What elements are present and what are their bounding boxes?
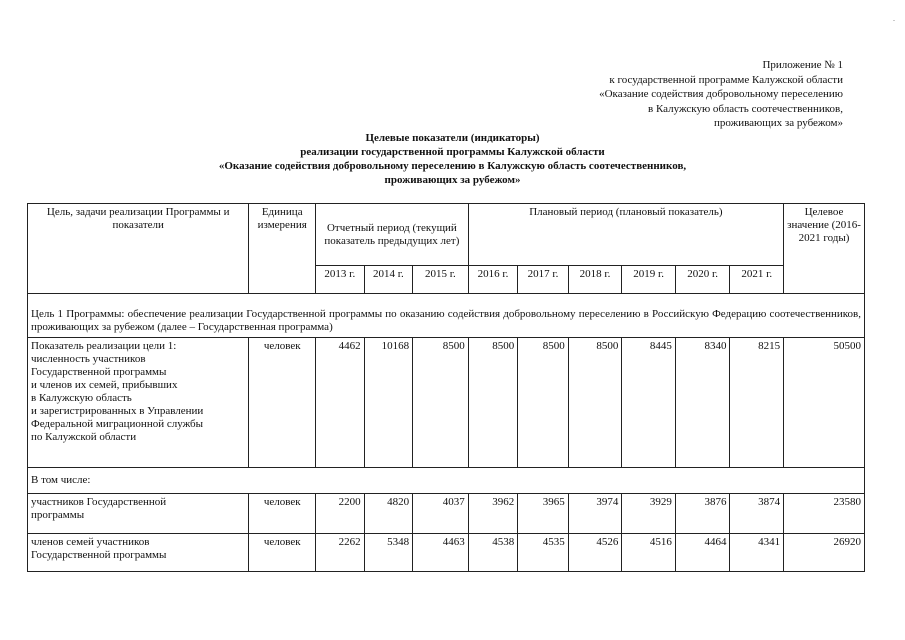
value-cell: 8445	[622, 338, 676, 468]
spacer-row	[28, 294, 865, 306]
including-row	[28, 468, 865, 494]
indicators-table	[27, 203, 865, 572]
indicator-row	[28, 338, 865, 468]
value-cell: 10168	[364, 338, 413, 468]
label-line: в Калужскую область	[31, 392, 132, 404]
label-line: Федеральной миграционной службы	[31, 418, 204, 430]
value-cell: 4341	[730, 534, 784, 572]
label-line: численность участников	[31, 353, 146, 365]
value-cell: 8500	[568, 338, 622, 468]
header-reporting-period: Отчетный период (текущий показатель предыдущих лет)	[316, 204, 469, 266]
unit-cell: человек	[249, 338, 316, 468]
title-line: проживающих за рубежом»	[384, 174, 521, 186]
annex-line: проживающих за рубежом»	[714, 117, 843, 129]
value-cell: 3929	[622, 494, 676, 534]
target-cell: 23580	[784, 494, 865, 534]
header-planned-period: Плановый период (плановый показатель)	[468, 204, 783, 266]
value-cell: 3962	[468, 494, 518, 534]
label-line: членов семей участников	[31, 536, 150, 548]
corner-speck: .	[893, 14, 895, 23]
title-line: «Оказание содействия добровольному переселению в Калужскую область соотечественников,	[218, 160, 687, 172]
value-cell: 8215	[730, 338, 784, 468]
participants-row	[28, 494, 865, 534]
participants-label	[28, 494, 249, 534]
value-cell: 4463	[413, 534, 469, 572]
annex-line: «Оказание содействия добровольному переселению	[599, 88, 843, 100]
value-cell: 4526	[568, 534, 622, 572]
value-cell: 4538	[468, 534, 518, 572]
value-cell: 3974	[568, 494, 622, 534]
year-header: 2013 г.	[316, 266, 365, 294]
value-cell: 2200	[316, 494, 365, 534]
year-header: 2021 г.	[730, 266, 784, 294]
value-cell: 8500	[413, 338, 469, 468]
year-header: 2017 г.	[518, 266, 569, 294]
annex-block	[599, 58, 843, 131]
year-header: 2014 г.	[364, 266, 413, 294]
indicator-label	[28, 338, 249, 468]
annex-line: к государственной программе Калужской области	[609, 73, 843, 86]
title-line: реализации государственной программы Калужской области	[300, 146, 605, 158]
year-header: 2020 г.	[675, 266, 730, 294]
label-line: и зарегистрированных в Управлении	[31, 405, 204, 417]
goal-row	[28, 306, 865, 338]
header-target: Целевое значение (2016-2021 годы)	[784, 204, 865, 294]
label-line: Государственной программы	[31, 549, 167, 561]
goal-text: Цель 1 Программы: обеспечение реализации Государственной программы по оказанию содействия добровольному переселению в Российскую Федерацию соотечественников, проживающих за рубежом (далее – Государственная программа)	[28, 306, 865, 338]
families-row	[28, 534, 865, 572]
page-title	[0, 131, 905, 187]
year-header: 2019 г.	[622, 266, 676, 294]
including-label: В том числе:	[28, 468, 865, 494]
unit-cell: человек	[249, 534, 316, 572]
families-label	[28, 534, 249, 572]
value-cell: 5348	[364, 534, 413, 572]
year-header: 2016 г.	[468, 266, 518, 294]
value-cell: 4462	[316, 338, 365, 468]
value-cell: 3965	[518, 494, 569, 534]
target-cell: 26920	[784, 534, 865, 572]
value-cell: 8500	[518, 338, 569, 468]
value-cell: 3876	[675, 494, 730, 534]
unit-cell: человек	[249, 494, 316, 534]
title-line: Целевые показатели (индикаторы)	[365, 132, 540, 144]
annex-line: Приложение № 1	[762, 59, 843, 71]
label-line: Показатель реализации цели 1:	[31, 340, 177, 352]
header-row	[28, 204, 865, 266]
value-cell: 8340	[675, 338, 730, 468]
value-cell: 4037	[413, 494, 469, 534]
value-cell: 4516	[622, 534, 676, 572]
value-cell: 4464	[675, 534, 730, 572]
label-line: по Калужской области	[31, 431, 137, 443]
value-cell: 4535	[518, 534, 569, 572]
spacer-cell	[28, 294, 865, 306]
label-line: и членов их семей, прибывших	[31, 379, 178, 391]
annex-line: в Калужскую область соотечественников,	[648, 102, 843, 115]
target-cell: 50500	[784, 338, 865, 468]
label-line: участников Государственной	[31, 496, 167, 508]
value-cell: 2262	[316, 534, 365, 572]
header-unit: Единица измерения	[249, 204, 316, 294]
year-header: 2015 г.	[413, 266, 469, 294]
value-cell: 8500	[468, 338, 518, 468]
label-line: Государственной программы	[31, 366, 167, 378]
value-cell: 3874	[730, 494, 784, 534]
header-goal: Цель, задачи реализации Программы и показатели	[28, 204, 249, 294]
label-line: программы	[31, 509, 85, 521]
year-header: 2018 г.	[568, 266, 622, 294]
value-cell: 4820	[364, 494, 413, 534]
